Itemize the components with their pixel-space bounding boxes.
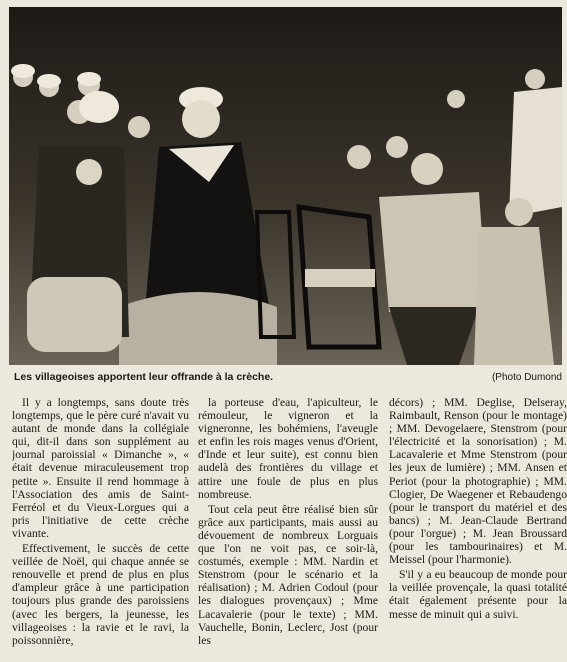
- article-paragraph: la porteuse d'eau, l'apiculteur, le rémouleur, le vigneron et la vigneronne, les bohémiens, l'aveugle et enfin les rois mages venus d'Orient, d'Inde et leur suite), est connu bien audelà des frontières du village et attire une foule de plus en plus nombreuse.: [198, 396, 378, 501]
- article-column-1: [12, 396, 189, 662]
- crowd-photo: [9, 7, 562, 365]
- article-paragraph: décors) ; MM. Deglise, Delseray, Raimbault, Renson (pour le montage) ; MM. Devogelaere, Stenstrom (pour l'électricité et la sonorisation) ; M. Lacavalerie et Mme Stenstrom (pour les jeux de lumière) ; MM. Ansen et Periot (pour la photographie) ; MM. Clogier, De Waegener et Rebaudengo (pour le transport du matériel et des bancs) ; M. Jean-Claude Bertrand (pour l'orgue) ; M. Jean Broussard (pour les tambourinaires) et M. Meissel (pour l'harmonie).: [389, 396, 567, 567]
- article-paragraph: Il y a longtemps, sans doute très longtemps, que le père curé n'avait vu autant de monde dans la collégiale qui, dit-il dans son supplément au journal paroissial « Dimanche », « était devenue miraculeusement trop petite ». Ensuite il rend hommage à l'Association des amis de Saint-Ferréol et du Vieux-Lorgues qui a pris l'initiative de cette crèche vivante.: [12, 396, 189, 540]
- photo-credit: (Photo Dumond: [491, 372, 562, 383]
- article-paragraph: S'il y a eu beaucoup de monde pour la veillée provençale, la quasi totalité était également présente pour la messe de minuit qui a suivi.: [389, 568, 567, 621]
- crowd-photo-illustration: [9, 7, 562, 365]
- article-column-3: [389, 396, 567, 662]
- article-column-2: [198, 396, 378, 662]
- photo-caption: [14, 369, 562, 385]
- article-paragraph: Tout cela peut être réalisé bien sûr grâce aux participants, mais aussi au dévouement de nombreux Lorguais que l'on ne voit pas, ce soir-là, costumés, exemple : MM. Nardin et Stenstrom (pour le scénario et la réalisation) ; M. Adrien Codoul (pour les dialogues provençaux) ; Mme Lacavalerie (pour le texte) ; MM. Vauchelle, Bonin, Leclerc, Jost (pour les: [198, 502, 378, 647]
- caption-text: Les villageoises apportent leur offrande à la crèche.: [14, 371, 274, 383]
- article-paragraph: Effectivement, le succès de cette veillée de Noël, qui chaque année se renouvelle et prend de plus en plus d'ampleur grâce à une participation toujours plus grande des paroissiens (avec les bergers, la jeunesse, les villageoises : la ravie et le ravi, la poissonnière,: [12, 542, 189, 647]
